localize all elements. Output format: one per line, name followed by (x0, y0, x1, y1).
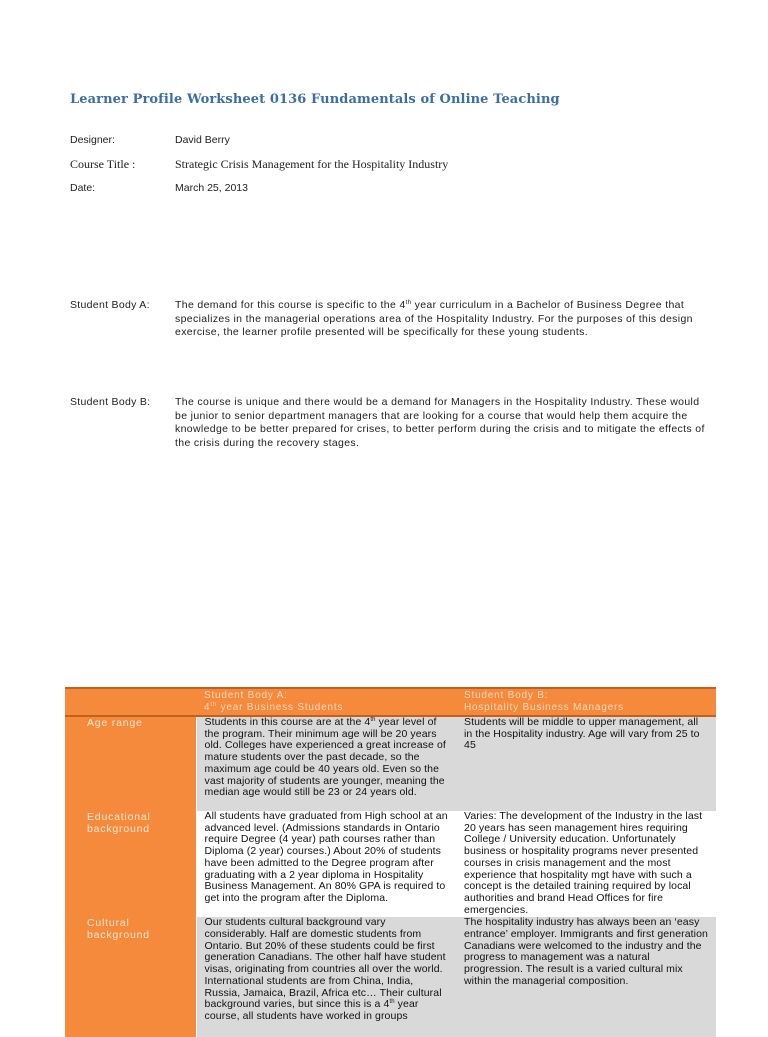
student-body-a-text: The demand for this course is specific to the 4th year curriculum in a Bachelor of Business Degree that specializes in the managerial operations area of the Hospitality Industry. For the purposes of this design exercise, the learner profile presented will be specifically for these young students. (175, 299, 693, 339)
date-value: March 25, 2013 (175, 182, 248, 194)
table-row-cultural-background (65, 917, 716, 1037)
cell-cultural-background-a: Our students cultural background vary considerably. Half are domestic students from Ontario. But 20% of these students could be first generation Canadians. The other half have student visas, originating from countries all over the world. International students are from China, India, Russia, Jamaica, Brazil, Africa etc… Their cultural background varies, but since this is a 4th year course, all students have worked in groups (196, 917, 456, 1037)
row-header-age-range: Age range (65, 716, 196, 811)
student-body-b-text: The course is unique and there would be a demand for Managers in the Hospitality Industry. These would be junior to senior department managers that are looking for a course that would help them acquire the knowledge to be better prepared for crises, to better perform during the crisis and to mitigate the effects of the crisis during the recovery stages. (175, 396, 705, 450)
learner-profile-table (65, 687, 716, 1037)
table-header-row (65, 688, 716, 716)
cell-educational-background-a: All students have graduated from High school at an advanced level. (Admissions standards in Ontario require Degree (4 year) path courses rather than Diploma (2 year) courses.) About 20% of students have been admitted to the Degree program after graduating with a 2 year diploma in Hospitality Business Management. An 80% GPA is required to get into the program after the Diploma. (196, 811, 456, 917)
column-header-student-body-a: Student Body A: 4th year Business Students (196, 688, 456, 716)
cell-age-range-b: Students will be middle to upper management, all in the Hospitality industry. Age will vary from 25 to 45 (456, 716, 716, 811)
course-title-value: Strategic Crisis Management for the Hospitality Industry (175, 157, 449, 171)
cell-cultural-background-b: The hospitality industry has always been an ‘easy entrance’ employer. Immigrants and first generation Canadians were welcomed to the industry and the progress to management was a natural progression. The result is a varied cultural mix within the managerial composition. (456, 917, 716, 1037)
designer-label: Designer: (70, 134, 115, 146)
document-title: Learner Profile Worksheet 0136 Fundamentals of Online Teaching (70, 92, 560, 107)
column-header-student-body-b: Student Body B: Hospitality Business Managers (456, 688, 716, 716)
designer-value: David Berry (175, 134, 230, 146)
table-row-age-range (65, 716, 716, 811)
cell-educational-background-b: Varies: The development of the Industry in the last 20 years has seen management hires requiring College / University education. Unfortunately business or hospitality programs never presented courses in crisis management and the most experience that hospitality mgt have with such a concept is the detailed training required by local authorities and brand Head Offices for fire emergencies. (456, 811, 716, 917)
student-body-a-label: Student Body A: (70, 299, 150, 311)
date-label: Date: (70, 182, 96, 194)
table-corner-cell (65, 688, 196, 716)
table-row-educational-background (65, 811, 716, 917)
row-header-cultural-background: Cultural background (65, 917, 196, 1037)
course-title-label: Course Title : (70, 157, 136, 171)
row-header-educational-background: Educational background (65, 811, 196, 917)
student-body-b-label: Student Body B: (70, 396, 151, 408)
cell-age-range-a: Students in this course are at the 4th year level of the program. Their minimum age will be 20 years old. Colleges have experienced a great increase of mature students over the past decade, so the maximum age could be 40 years old. Even so the vast majority of students are younger, meaning the median age would still be 23 or 24 years old. (196, 716, 456, 811)
